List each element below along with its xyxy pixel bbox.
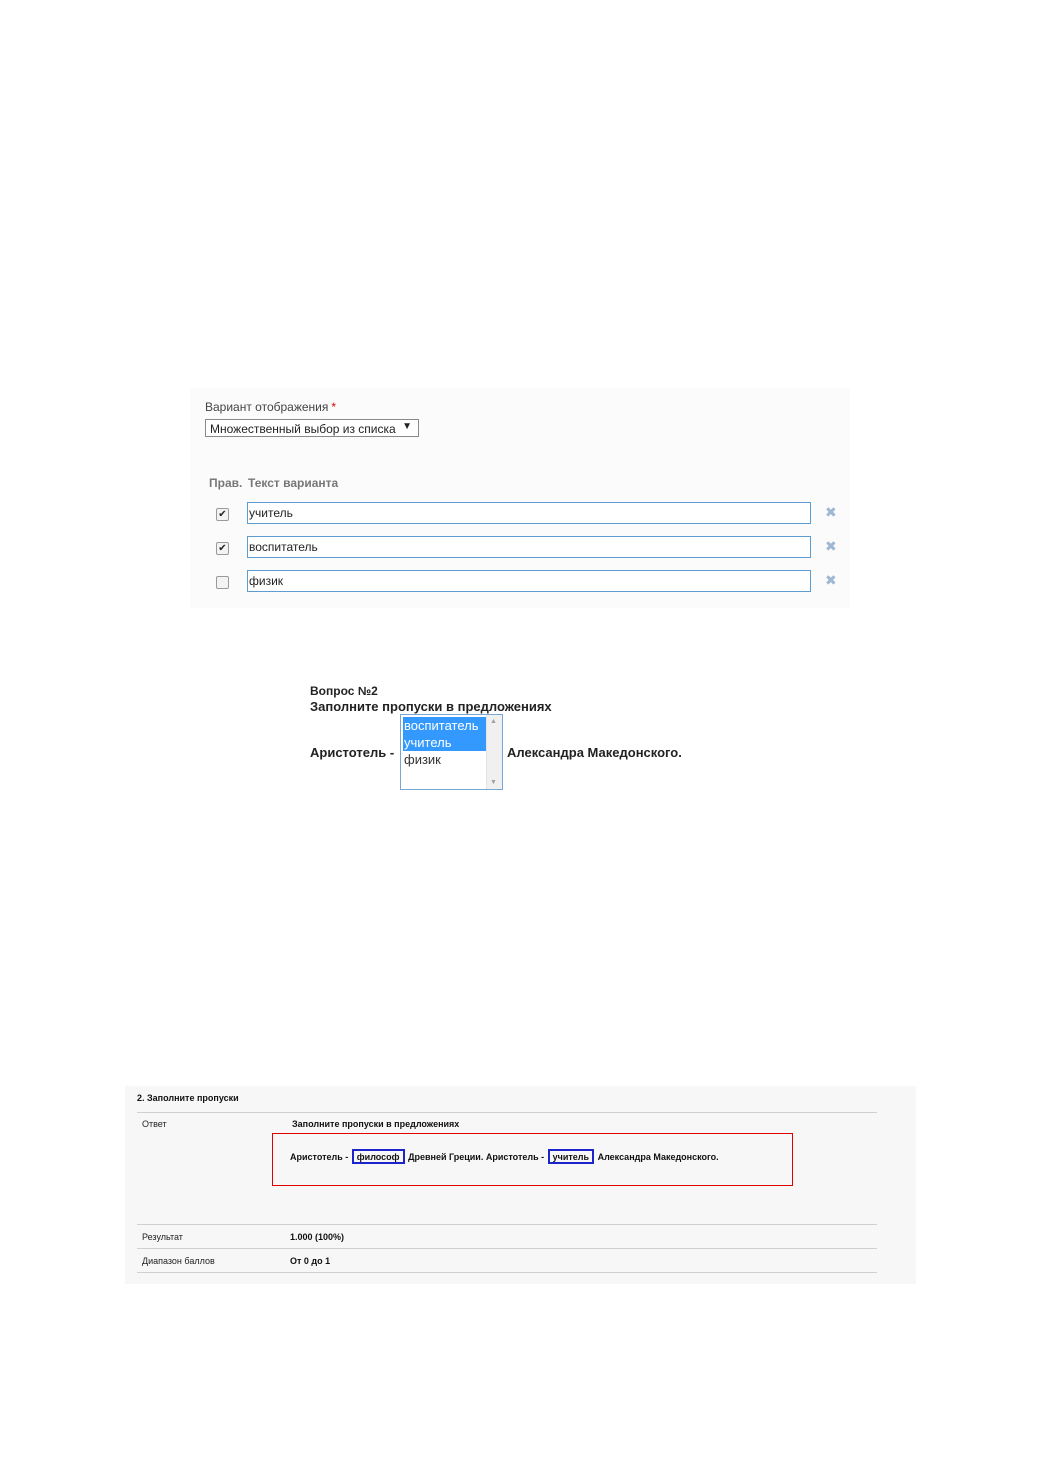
correct-checkbox[interactable]: ✔ — [216, 542, 229, 555]
required-mark: * — [331, 400, 337, 414]
review-panel — [125, 1086, 916, 1284]
divider — [137, 1272, 877, 1273]
divider — [137, 1248, 877, 1249]
divider — [137, 1224, 877, 1225]
score-range-value: От 0 до 1 — [290, 1256, 331, 1266]
options-editor-panel — [190, 388, 850, 608]
option-text-input[interactable]: учитель — [247, 502, 811, 524]
result-value: 1.000 (100%) — [290, 1232, 345, 1242]
option-row — [190, 536, 850, 560]
answer-segment: Александра Македонского. — [597, 1152, 719, 1162]
list-scrollbar[interactable] — [486, 715, 502, 789]
option-text-input[interactable]: физик — [247, 570, 811, 592]
correct-checkbox[interactable]: ✔ — [216, 508, 229, 521]
sentence-after-text: Александра Македонского. — [507, 745, 682, 760]
delete-option-icon[interactable]: ✖ — [825, 504, 837, 520]
dropdown-arrow-icon: ▼ — [402, 421, 412, 432]
scroll-up-icon[interactable]: ▲ — [490, 718, 497, 725]
review-question-title: 2. Заполните пропуски — [137, 1093, 239, 1103]
list-option[interactable]: воспитатель — [403, 717, 487, 734]
column-header-option-text: Текст варианта — [248, 476, 339, 490]
answer-multiselect-list[interactable] — [400, 714, 503, 790]
correct-checkbox[interactable] — [216, 576, 229, 589]
display-mode-value: Множественный выбор из списка — [210, 422, 396, 436]
column-header-correct: Прав. — [209, 476, 243, 490]
delete-option-icon[interactable]: ✖ — [825, 538, 837, 554]
scroll-down-icon[interactable]: ▼ — [490, 779, 497, 786]
divider — [137, 1112, 877, 1113]
question-title: Заполните пропуски в предложениях — [310, 699, 552, 714]
display-mode-label — [205, 400, 336, 414]
list-option[interactable]: учитель — [403, 734, 487, 751]
answer-heading: Заполните пропуски в предложениях — [292, 1119, 460, 1129]
sentence-before-text: Аристотель - — [310, 745, 395, 760]
display-mode-select[interactable] — [205, 419, 419, 437]
option-row — [190, 570, 850, 594]
list-option[interactable]: физик — [404, 752, 441, 767]
result-label: Результат — [142, 1232, 183, 1242]
option-text-input[interactable]: воспитатель — [247, 536, 811, 558]
answer-label: Ответ — [142, 1119, 167, 1129]
answer-segment: Древней Греции. Аристотель - — [408, 1152, 545, 1162]
answer-segment: Аристотель - — [290, 1152, 349, 1162]
delete-option-icon[interactable]: ✖ — [825, 572, 837, 588]
question-number: Вопрос №2 — [310, 684, 378, 698]
display-mode-label-text: Вариант отображения — [205, 400, 329, 414]
filled-answer: учитель — [548, 1149, 594, 1164]
option-row — [190, 502, 850, 526]
filled-answer: философ — [352, 1149, 405, 1164]
score-range-label: Диапазон баллов — [142, 1256, 215, 1266]
answer-sentence — [290, 1149, 719, 1164]
